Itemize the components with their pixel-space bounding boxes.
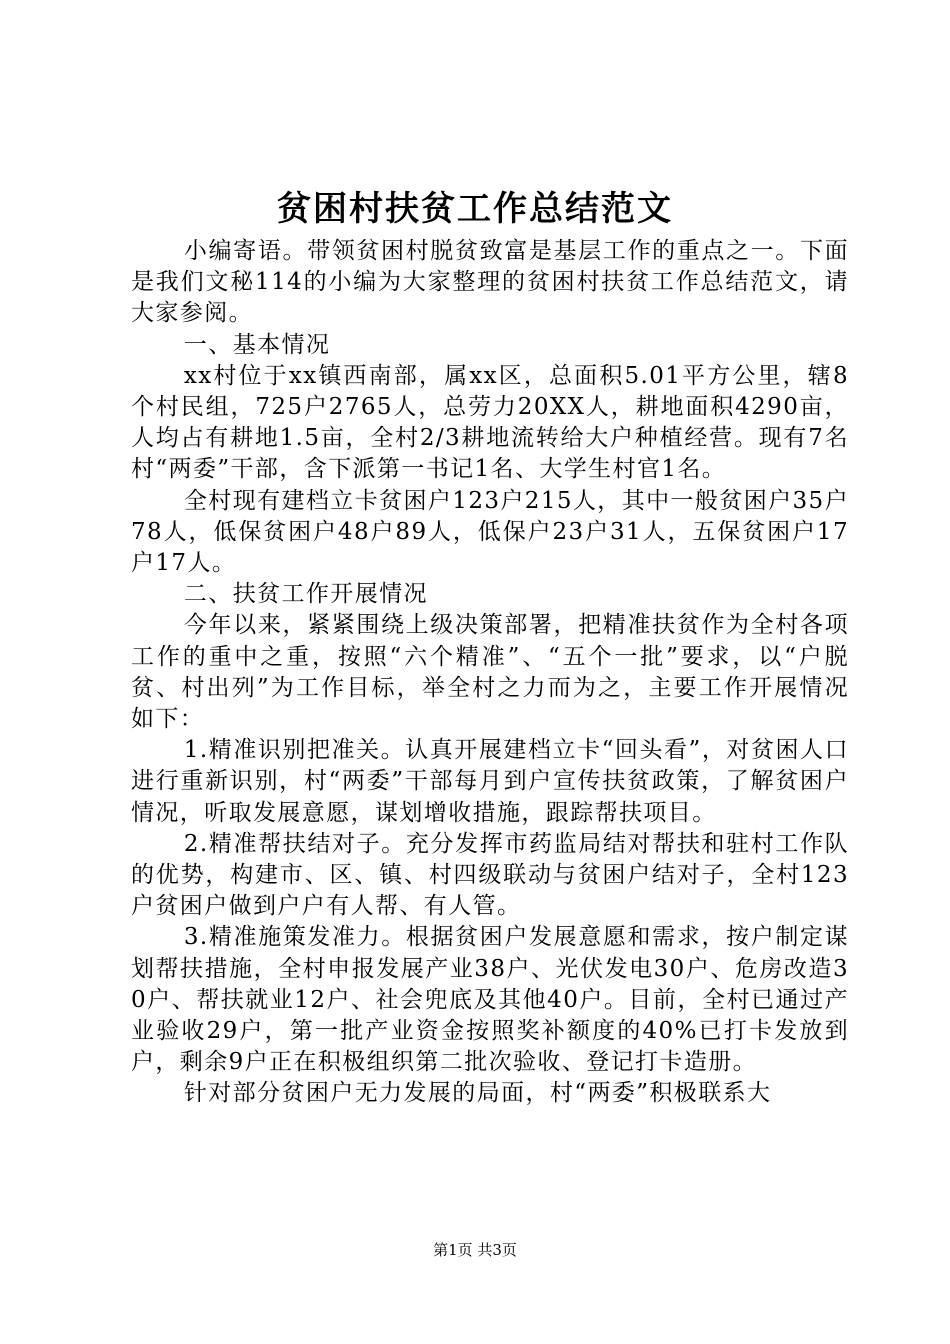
paragraph-poor-households: 全村现有建档立卡贫困户123户215人，其中一般贫困户35户78人，低保贫困户48户89人，低保户23户31人，五保贫困户17户17人。 — [131, 487, 849, 577]
page-footer: 第1页 共3页 — [433, 1241, 517, 1259]
paragraph-work-overview: 今年以来，紧紧围绕上级决策部署，把精准扶贫作为全村各项工作的重中之重，按照“六个精准”、“五个一批”要求，以“户脱贫、村出列”为工作目标，举全村之力而为之，主要工作开展情况如下： — [131, 612, 849, 733]
paragraph-village-overview: xx村位于xx镇西南部，属xx区，总面积5.01平方公里，辖8个村民组，725户2765人，总劳力20XX人，耕地面积4290亩，人均占有耕地1.5亩，全村2/3耕地流转给大户种植经营。现有7名村“两委”干部，含下派第一书记1名、大学生村官1名。 — [131, 362, 849, 483]
document-title: 贫困村扶贫工作总结范文 — [277, 189, 673, 229]
paragraph-precise-policy: 3.精准施策发准力。根据贫困户发展意愿和需求，按户制定谋划帮扶措施，全村申报发展产业38户、光伏发电30户、危房改造30户、帮扶就业12户、社会兜底及其他40户。目前，全村已通过产业验收29户，第一批产业资金按照奖补额度的40%已打卡发放到户，剩余9户正在积极组织第二批次验收、登记打卡造册。 — [131, 924, 849, 1076]
section-heading-basic-situation: 一、基本情况 — [183, 331, 331, 358]
paragraph-continued: 针对部分贫困户无力发展的局面，村“两委”积极联系大 — [183, 1080, 772, 1107]
document-body — [131, 236, 849, 1110]
paragraph-precise-identification: 1.精准识别把准关。认真开展建档立卡“回头看”，对贫困人口进行重新识别，村“两委”干部每月到户宣传扶贫政策，了解贫困户情况，听取发展意愿，谋划增收措施，跟踪帮扶项目。 — [131, 737, 849, 826]
paragraph-intro: 小编寄语。带领贫困村脱贫致富是基层工作的重点之一。下面是我们文秘114的小编为大家整理的贫困村扶贫工作总结范文，请大家参阅。 — [131, 238, 849, 327]
section-heading-poverty-work: 二、扶贫工作开展情况 — [183, 581, 428, 608]
paragraph-precise-assistance: 2.精准帮扶结对子。充分发挥市药监局结对帮扶和驻村工作队的优势，构建市、区、镇、村四级联动与贫困户结对子，全村123户贫困户做到户户有人帮、有人管。 — [131, 830, 849, 920]
